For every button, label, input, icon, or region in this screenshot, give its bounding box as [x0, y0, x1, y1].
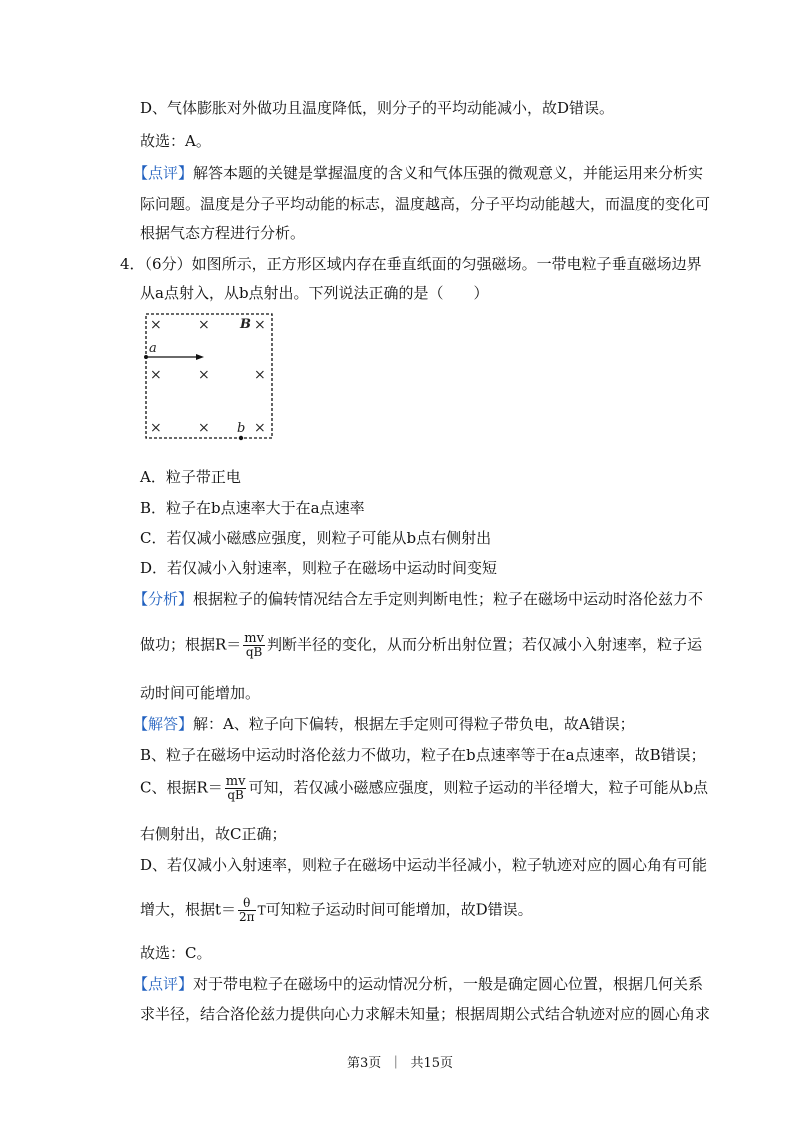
option-b: B．粒子在b点速率大于在a点速率 — [140, 499, 365, 517]
prev-option-d: D、气体膨胀对外做功且温度降低，则分子的平均动能减小，故D错误。 — [140, 99, 615, 117]
option-d: D．若仅减小入射速率，则粒子在磁场中运动时间变短 — [140, 559, 498, 577]
question-stem-line2: 从a点射入，从b点射出。下列说法正确的是（ ） — [140, 284, 489, 302]
formula-den: qB — [227, 788, 244, 802]
cross-mark: × — [150, 367, 162, 383]
solution-text: 增大，根据t＝ — [140, 900, 237, 919]
solution-line2: B、粒子在磁场中运动时洛伦兹力不做功，粒子在b点速率等于在a点速率，故B错误； — [140, 746, 706, 764]
analysis-tag: 【分析】 — [133, 590, 194, 608]
analysis-text: 判断半径的变化，从而分析出射位置；若仅减小入射速率，粒子运 — [266, 635, 702, 654]
solution-text: C、根据R＝ — [140, 778, 223, 797]
solution-line4: 右侧射出，故C正确； — [140, 825, 287, 843]
solution-answer: 故选：C。 — [140, 944, 212, 962]
cross-mark: × — [198, 367, 210, 383]
option-c: C．若仅减小磁感应强度，则粒子可能从b点右侧射出 — [140, 529, 492, 547]
label-B: B — [240, 317, 251, 332]
page-number: 第3页 — [346, 1056, 382, 1071]
label-a: a — [149, 341, 157, 356]
magnetic-field-figure — [140, 308, 280, 448]
formula-t — [238, 897, 256, 924]
footer-separator: ｜ — [389, 1056, 403, 1071]
cross-mark: × — [150, 420, 162, 436]
prev-comment-l3: 根据气态方程进行分析。 — [140, 224, 306, 242]
cross-mark: × — [254, 420, 266, 436]
cross-mark: × — [198, 420, 210, 436]
solution-line3 — [140, 775, 708, 802]
solution-line1 — [133, 714, 635, 734]
comment-line2: 求半径，结合洛伦兹力提供向心力求解未知量；根据周期公式结合轨迹对应的圆心角求 — [140, 1005, 711, 1023]
formula-num: θ — [238, 897, 256, 911]
comment-text: 对于带电粒子在磁场中的运动情况分析，一般是确定圆心位置，根据几何关系 — [193, 975, 704, 993]
formula-r — [225, 775, 247, 802]
label-b: b — [237, 421, 246, 436]
prev-answer: 故选：A。 — [140, 132, 211, 150]
analysis-line1 — [133, 589, 703, 609]
comment-tag: 【点评】 — [133, 975, 194, 993]
comment-text: 解答本题的关键是掌握温度的含义和气体压强的微观意义，并能运用来分析实 — [193, 164, 704, 182]
solution-tag: 【解答】 — [133, 715, 194, 733]
solution-text: 解：A、粒子向下偏转，根据左手定则可得粒子带负电，故A错误； — [193, 715, 635, 733]
formula-den: 2π — [239, 910, 255, 924]
cross-mark: × — [198, 317, 210, 333]
page-footer — [0, 1052, 800, 1071]
prev-comment-l2: 际问题。温度是分子平均动能的标志，温度越高，分子平均动能越大，而温度的变化可 — [140, 195, 711, 213]
arrow-head — [196, 354, 204, 360]
comment-line1 — [133, 974, 703, 994]
solution-text: 可知粒子运动时间可能增加，故D错误。 — [265, 900, 533, 919]
solution-line6 — [140, 897, 533, 924]
option-a: A．粒子带正电 — [140, 468, 241, 486]
question-stem-line1: 4．（6分）如图所示，正方形区域内存在垂直纸面的匀强磁场。一带电粒子垂直磁场边界 — [120, 255, 702, 273]
formula-r — [243, 632, 265, 659]
cross-mark: × — [254, 317, 266, 333]
point-b — [239, 436, 243, 440]
prev-comment — [133, 163, 703, 183]
cross-mark: × — [150, 317, 162, 333]
formula-num: mv — [225, 774, 246, 789]
analysis-text: 根据粒子的偏转情况结合左手定则判断电性；粒子在磁场中运动时洛伦兹力不 — [193, 590, 704, 608]
solution-line5: D、若仅减小入射速率，则粒子在磁场中运动半径减小，粒子轨迹对应的圆心角有可能 — [140, 856, 708, 874]
analysis-text: 做功；根据R＝ — [140, 635, 242, 654]
figure-svg — [140, 308, 280, 444]
cross-mark: × — [254, 367, 266, 383]
solution-text: 可知，若仅减小磁感应强度，则粒子运动的半径增大，粒子可能从b点 — [248, 778, 709, 797]
formula-tail: T — [257, 903, 266, 918]
page-total: 共15页 — [410, 1056, 454, 1071]
formula-den: qB — [245, 645, 263, 659]
comment-tag: 【点评】 — [133, 164, 194, 182]
analysis-line2 — [140, 632, 702, 659]
analysis-line3: 动时间可能增加。 — [140, 684, 261, 702]
formula-num: mv — [244, 631, 264, 646]
